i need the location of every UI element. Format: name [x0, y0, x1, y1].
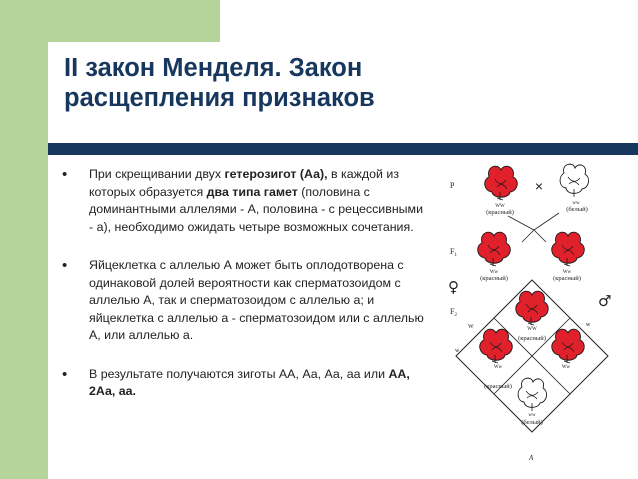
f1-right-red-flower	[552, 232, 585, 266]
bullet-1-bold-gametes: два типа гамет	[206, 184, 298, 199]
bullet-dot-icon: •	[62, 166, 68, 183]
title-underline-bar	[48, 143, 638, 155]
slide-title	[64, 53, 484, 113]
f1-left-genotype: Ww	[489, 270, 499, 275]
grid-label-w-small-left: w	[455, 348, 460, 354]
f1-right-genotype: Ww	[562, 270, 572, 275]
f2-left-genotype: Ww	[493, 365, 503, 370]
generation-label-p: P	[450, 181, 455, 190]
generation-label-f1: $F_1$	[450, 247, 457, 258]
bullet-3-bold-ratio: АА, 2Аа, аа.	[89, 366, 410, 398]
bullet-1-text-a: При скрещивании двух	[89, 167, 225, 181]
male-symbol: ♂	[598, 292, 612, 310]
bullet-item-3	[60, 366, 430, 401]
top-accent-block	[48, 0, 220, 42]
grid-label-w-small-right: w	[586, 322, 591, 328]
parent-red-genotype: WW	[495, 204, 505, 209]
female-symbol: ♀	[448, 278, 459, 296]
bullet-item-1	[60, 166, 430, 236]
f1-left-label: (красный)	[480, 275, 508, 282]
f2-bottom-genotype: ww	[528, 413, 536, 418]
f2-top-genotype: WW	[527, 327, 537, 332]
parent-white-flower	[560, 164, 588, 197]
f2-right-label: (красный)	[518, 335, 546, 342]
f1-right-label: (красный)	[553, 275, 581, 282]
parent-white-label: (белый)	[566, 206, 588, 213]
parent-red-label: (красный)	[486, 209, 514, 216]
bullet-list	[60, 166, 430, 401]
title-line-1: II закон Менделя. Закон	[64, 54, 363, 82]
f2-right-genotype: Ww	[561, 365, 571, 370]
bullet-dot-icon: •	[62, 365, 68, 383]
f2-bottom-white-flower	[518, 378, 546, 411]
f2-left-red-flower	[480, 329, 513, 363]
bullet-2-text: Яйцеклетка с аллелью А может быть оплодотворена с одинаковой долей вероятности как сперматозоидом с аллелью А, так и сперматозоидом с аллелью а; и яйцеклетка с аллелью а - сперматозоидом или с аллелью А, или аллелью а.	[89, 258, 424, 342]
f2-left-label: (красный)	[484, 383, 512, 390]
grid-label-a-bottom: A	[529, 454, 534, 462]
cross-symbol: ×	[534, 178, 544, 194]
f2-right-red-flower	[552, 329, 585, 363]
generation-label-f2: $F_2$	[450, 307, 457, 318]
f2-top-red-flower	[516, 291, 549, 325]
cross-lines	[508, 213, 559, 242]
grid-label-w-left: W	[468, 324, 474, 330]
f1-left-red-flower	[478, 232, 511, 266]
bullet-3-text: В результате получаются зиготы АА, Аа, Аа, аа или	[89, 366, 389, 381]
left-accent-bar	[0, 0, 48, 479]
bullet-1-text-b: в каждой из которых образуется	[89, 167, 400, 199]
parent-white-genotype: ww	[572, 201, 580, 206]
f2-bottom-label: (белый)	[521, 419, 543, 426]
bullet-1-bold-heterozygotes: гетерозигот (Аа),	[224, 167, 328, 181]
bullet-item-2	[60, 257, 430, 345]
title-line-2: расщепления признаков	[64, 84, 375, 112]
bullet-dot-icon: •	[62, 257, 68, 274]
parent-red-flower	[485, 166, 518, 200]
bullet-1-text-c: (половина с доминантными аллелями - А, половина - с рецессивными - а), необходимо ожидать четыре возможных сочетания.	[89, 184, 424, 234]
mendel-cross-diagram	[446, 158, 618, 466]
